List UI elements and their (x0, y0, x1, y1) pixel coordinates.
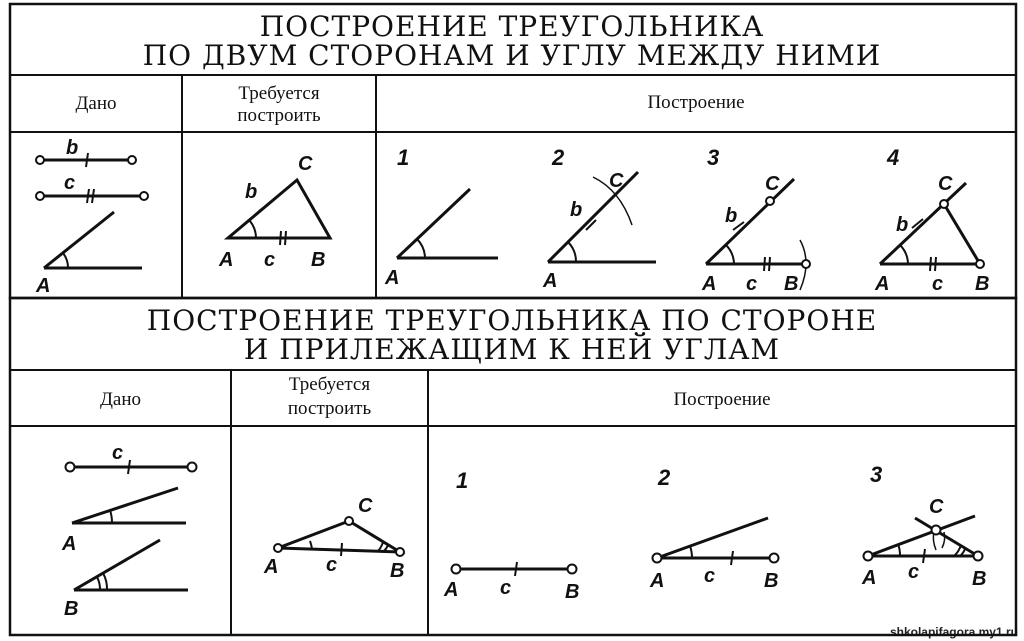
table1-given (36, 153, 148, 268)
label-b-vertex-step4: B (975, 273, 990, 295)
table2-title-line1: ПОСТРОЕНИЕ ТРЕУГОЛЬНИКА ПО СТОРОНЕ (146, 304, 878, 337)
label-a-step1: A (385, 267, 400, 289)
table1-step-4-number: 4 (887, 145, 900, 170)
segment-c (36, 189, 148, 203)
table1-step-1 (397, 189, 498, 258)
label-c-side-step4: c (932, 273, 944, 295)
label-b-vertex-step3: B (784, 273, 799, 295)
table2-required-triangle (274, 517, 404, 556)
label-a-step2: A (543, 270, 558, 292)
label-b-vertex-t2-step3: B (972, 568, 987, 590)
table2-header-required-line2: построить (287, 398, 372, 419)
label-a-required: A (219, 249, 234, 271)
label-c-vertex-step4: C (938, 173, 953, 195)
label-b-step4: b (896, 214, 909, 236)
label-c-side-required2: c (326, 554, 338, 576)
label-b-t2-step1: B (565, 581, 580, 603)
label-a-t2-step1: A (444, 579, 459, 601)
label-b-t2-step2: B (764, 570, 779, 592)
table1-grid (10, 4, 1016, 298)
segment-b (36, 153, 136, 167)
table1-header-required-line2: построить (237, 105, 321, 126)
table2-step-1 (452, 562, 577, 576)
label-a-t2-step3: A (862, 567, 877, 589)
table1-header-given: Дано (75, 93, 117, 114)
label-c-given: c (64, 172, 76, 194)
watermark: shkolapifagora.my1.ru (889, 625, 1018, 639)
table2-header-construction: Построение (673, 389, 771, 410)
label-a-required2: A (264, 556, 279, 578)
table2-step-1-number: 1 (456, 468, 469, 493)
label-b-given: b (66, 137, 79, 159)
table1-step-3-number: 3 (707, 145, 720, 170)
table2-step-3 (864, 516, 983, 563)
given-angle-b2 (74, 540, 188, 590)
label-a-given: A (36, 275, 51, 297)
table1-step-1-number: 1 (397, 145, 410, 170)
label-c-t2-step2: c (704, 565, 716, 587)
label-c-side-required: c (264, 249, 276, 271)
label-b-vertex-required2: B (390, 560, 405, 582)
label-c-vertex-required2: C (358, 495, 373, 517)
table2-step-2-number: 2 (658, 465, 671, 490)
table1-header-required-line1: Требуется (238, 83, 320, 104)
label-b-given2: B (64, 598, 79, 620)
label-c-given2: c (112, 442, 124, 464)
table2-given (66, 460, 197, 590)
table1-header-construction: Построение (647, 92, 745, 113)
table1-step-2-number: 2 (552, 145, 565, 170)
table1-title-line2: ПО ДВУМ СТОРОНАМ И УГЛУ МЕЖДУ НИМИ (142, 39, 882, 72)
label-c-side-step3: c (746, 273, 758, 295)
label-b-step2: b (570, 199, 583, 221)
label-b-step3: b (725, 205, 738, 227)
given-angle-a2 (72, 488, 186, 523)
label-c-vertex-required: C (298, 153, 313, 175)
table2-header-required-line1: Требуется (288, 374, 371, 395)
label-a-step4: A (875, 273, 890, 295)
label-b-required: b (245, 181, 258, 203)
given-angle-a (44, 212, 142, 268)
label-b-vertex-required: B (311, 249, 326, 271)
table2-step-2 (653, 518, 779, 565)
label-c-step2: C (609, 170, 624, 192)
label-a-given2: A (62, 533, 77, 555)
table1-step-2 (548, 172, 656, 262)
label-c-vertex-step3: C (765, 173, 780, 195)
label-a-step3: A (702, 273, 717, 295)
segment-c-given (66, 460, 197, 474)
label-c-t2-step1: c (500, 577, 512, 599)
label-a-t2-step2: A (650, 570, 665, 592)
table2-header-given: Дано (99, 389, 142, 410)
table2-step-3-number: 3 (870, 462, 883, 487)
table2-title-line2: И ПРИЛЕЖАЩИМ К НЕЙ УГЛАМ (243, 333, 781, 366)
label-c-vertex-t2-step3: C (929, 496, 944, 518)
label-c-side-t2-step3: c (908, 561, 920, 583)
table1-required-triangle (228, 180, 330, 245)
table1-title-line1: ПОСТРОЕНИЕ ТРЕУГОЛЬНИКА (259, 10, 765, 43)
